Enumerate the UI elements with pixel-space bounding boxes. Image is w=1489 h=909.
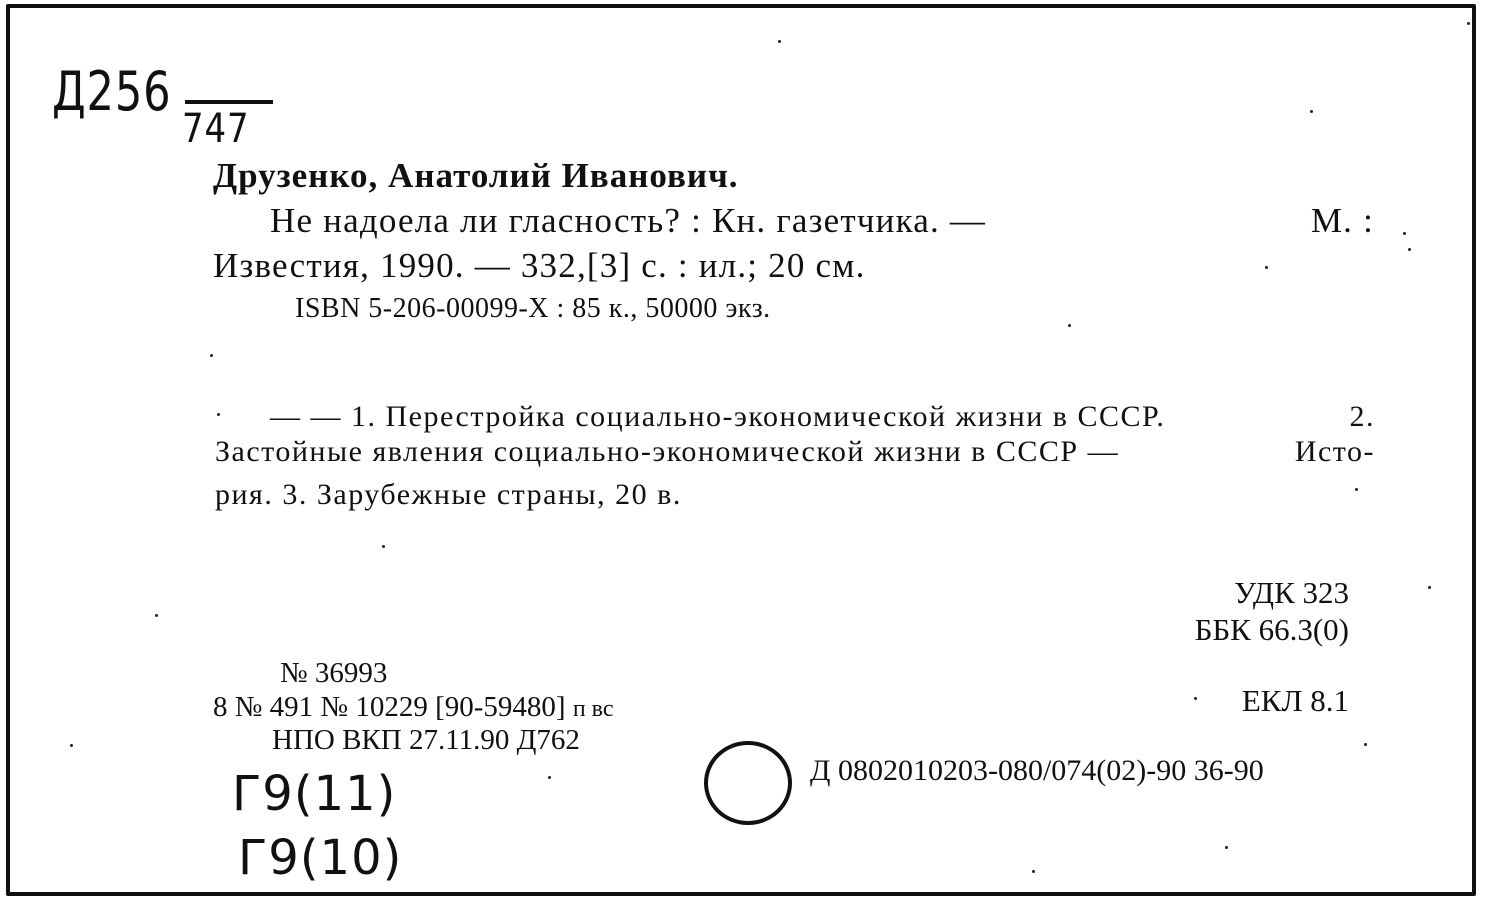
scan-speck bbox=[778, 40, 781, 43]
scan-speck bbox=[155, 614, 158, 617]
scan-speck bbox=[1068, 324, 1071, 327]
ekl-code: ЕКЛ 8.1 bbox=[1241, 683, 1349, 718]
fraction-line bbox=[185, 100, 273, 104]
scan-speck bbox=[1408, 248, 1411, 251]
scan-speck bbox=[1355, 488, 1358, 491]
scan-speck bbox=[1467, 22, 1470, 25]
shelf-mark: Д256 bbox=[52, 60, 172, 123]
stamp-circle bbox=[704, 741, 792, 825]
scan-speck bbox=[382, 545, 385, 548]
publication-line: Известия, 1990. — 332,[3] с. : ил.; 20 см. bbox=[213, 246, 866, 285]
order-numbers bbox=[213, 691, 614, 724]
scan-speck bbox=[1364, 743, 1367, 746]
scan-speck bbox=[70, 744, 73, 747]
subjects-line-1 bbox=[215, 400, 1375, 434]
author-heading: Друзенко, Анатолий Иванович. bbox=[213, 156, 739, 195]
scan-speck bbox=[1428, 586, 1431, 589]
order-numbers-main: 8 № 491 № 10229 [90-59480] bbox=[213, 691, 566, 723]
scan-speck bbox=[1032, 870, 1035, 873]
scan-speck bbox=[1403, 232, 1406, 235]
scan-speck bbox=[210, 354, 213, 357]
scan-speck bbox=[1310, 110, 1313, 113]
subjects-line-1-end: 2. bbox=[1349, 400, 1375, 433]
place-text: М. : bbox=[1310, 201, 1374, 240]
subjects-line-2 bbox=[215, 435, 1375, 469]
scan-speck bbox=[548, 776, 551, 779]
scan-speck bbox=[217, 413, 220, 416]
udk-code: УДК 323 bbox=[1234, 575, 1349, 610]
subjects-line-3: рия. 3. Зарубежные страны, 20 в. bbox=[215, 478, 682, 511]
catalog-card bbox=[6, 4, 1476, 896]
shelf-fraction: 747 bbox=[182, 106, 250, 152]
subjects-line-1-text: — — 1. Перестройка социально-экономической жизни в СССР. bbox=[270, 400, 1166, 433]
printer-line: НПО ВКП 27.11.90 Д762 bbox=[272, 724, 580, 756]
title-line bbox=[270, 201, 1374, 241]
subjects-line-2-end: Исто- bbox=[1294, 435, 1375, 468]
handwritten-note-1: Г9(11) bbox=[232, 766, 397, 822]
subjects-line-2-text: Застойные явления социально-экономической жизни в СССР — bbox=[215, 435, 1120, 468]
order-numbers-suffix: п вс bbox=[572, 696, 614, 722]
scan-speck bbox=[1194, 697, 1197, 700]
d-code: Д 0802010203-080/074(02)-90 36-90 bbox=[810, 754, 1264, 787]
handwritten-note-2: Г9(10) bbox=[238, 830, 403, 886]
bbk-code: ББК 66.3(0) bbox=[1194, 612, 1349, 647]
scan-speck bbox=[1225, 846, 1228, 849]
card-number: № 36993 bbox=[280, 657, 388, 689]
isbn-line: ISBN 5-206-00099-X : 85 к., 50000 экз. bbox=[295, 293, 771, 324]
title-text: Не надоела ли гласность? : Кн. газетчика. — bbox=[270, 201, 987, 240]
scan-speck bbox=[1265, 266, 1268, 269]
